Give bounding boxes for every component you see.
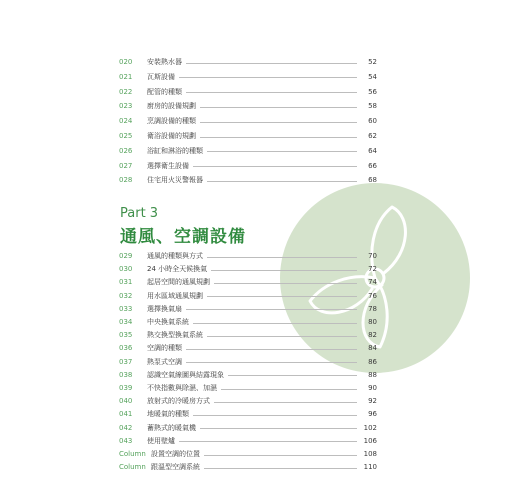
toc-entry[interactable] [119, 174, 377, 186]
toc-leader-line [207, 296, 357, 297]
toc-entry-page: 64 [368, 146, 377, 155]
toc-entry-page: 86 [368, 357, 377, 366]
toc-leader-line [211, 270, 357, 271]
toc-entry-page: 72 [368, 265, 377, 274]
toc-entry-page: 62 [368, 132, 377, 140]
toc-entry-page: 92 [368, 397, 377, 406]
toc-entry-page: 108 [363, 450, 377, 458]
toc-entry-number: 021 [119, 72, 133, 81]
toc-entry[interactable] [119, 356, 377, 368]
toc-entry-title: 使用壁爐 [147, 436, 175, 445]
toc-entry-title: 地暖氣的種類 [147, 410, 189, 419]
toc-entry-number: 029 [119, 252, 133, 260]
toc-entry-page: 76 [368, 291, 377, 300]
toc-entry-number: 024 [119, 117, 133, 126]
toc-entry-title: 配管的種類 [147, 87, 182, 96]
toc-entry[interactable] [119, 160, 377, 172]
toc-entry-page: 78 [368, 304, 377, 313]
toc-entry[interactable] [119, 100, 377, 112]
toc-leader-line [200, 107, 357, 108]
toc-entry-page: 80 [368, 318, 377, 326]
toc-entry-page: 88 [368, 370, 377, 379]
toc-entry-title: 廚房的設備規劃 [147, 102, 196, 111]
toc-entry-number: 037 [119, 357, 133, 366]
toc-entry-number: 026 [119, 146, 133, 155]
toc-entry-title: 認識空氣線圖與結露現象 [147, 370, 224, 379]
toc-entry[interactable] [119, 395, 377, 407]
toc-leader-line [179, 441, 357, 442]
toc-entry[interactable] [119, 276, 377, 288]
toc-entry-page: 70 [368, 252, 377, 260]
toc-entry-page: 58 [368, 102, 377, 111]
toc-entry-number: 027 [119, 161, 133, 170]
toc-entry-title: 浴缸和淋浴的種類 [147, 146, 203, 155]
toc-leader-line [200, 428, 357, 429]
toc-entry[interactable] [119, 130, 377, 142]
toc-entry-page: 74 [368, 278, 377, 287]
toc-leader-line [214, 283, 357, 284]
toc-entry-page: 90 [368, 384, 377, 392]
toc-leader-line [193, 415, 357, 416]
toc-entry-title: 選擇衛生設備 [147, 161, 189, 170]
toc-entry-number: 043 [119, 436, 133, 445]
toc-entry[interactable] [119, 115, 377, 127]
toc-entry-number: 033 [119, 304, 133, 313]
toc-entry-title: 熱泵式空調 [147, 357, 182, 366]
part-title: 通風、空調設備 [120, 227, 246, 247]
toc-leader-line [204, 468, 357, 469]
toc-entry-title: 選擇換氣扇 [147, 304, 182, 313]
toc-entry-number: 040 [119, 397, 133, 406]
toc-leader-line [214, 402, 357, 403]
toc-entry-page: 82 [368, 331, 377, 340]
toc-entry-number: 028 [119, 176, 133, 185]
toc-entry[interactable] [119, 71, 377, 83]
toc-entry-title: 安裝熱水器 [147, 58, 182, 66]
toc-entry-title: 設置空調的位置 [151, 450, 200, 458]
toc-entry-title: 烹調設備的種類 [147, 117, 196, 126]
toc-entry-number: 020 [119, 58, 133, 66]
toc-leader-line [207, 257, 357, 258]
toc-leader-line [179, 77, 357, 78]
toc-entry-number: 030 [119, 265, 133, 274]
toc-entry-title: 住宅用火災警報器 [147, 176, 203, 185]
toc-entry-number: 032 [119, 291, 133, 300]
toc-leader-line [204, 455, 357, 456]
toc-entry-number: 022 [119, 87, 133, 96]
toc-entry-title: 24 小時全天候換氣 [147, 265, 208, 274]
toc-entry-title: 通風的種類與方式 [147, 252, 203, 260]
toc-entry[interactable] [119, 408, 377, 420]
toc-entry-title: 中央換氣系統 [147, 318, 189, 326]
part-label: Part 3 [120, 206, 159, 221]
toc-entry-number: 042 [119, 423, 133, 432]
toc-entry[interactable] [119, 316, 377, 328]
toc-leader-line [221, 389, 357, 390]
toc-entry[interactable] [119, 86, 377, 98]
toc-leader-line [186, 349, 357, 350]
toc-entry-page: 52 [368, 58, 377, 66]
toc-entry-number: 023 [119, 102, 133, 111]
toc-entry-page: 106 [363, 436, 377, 445]
toc-leader-line [200, 122, 357, 123]
toc-entry[interactable] [119, 342, 377, 354]
toc-leader-line [186, 92, 357, 93]
toc-leader-line [200, 137, 357, 138]
toc-entry-page: 56 [368, 87, 377, 96]
toc-entry[interactable] [119, 448, 377, 460]
toc-entry-title: 用水區域通風規劃 [147, 291, 203, 300]
toc-entry-page: 110 [363, 463, 377, 472]
toc-entry-number: 034 [119, 318, 133, 326]
toc-entry[interactable] [119, 422, 377, 434]
toc-entry[interactable] [119, 250, 377, 262]
toc-entry-title: 跟溫型空調系統 [151, 463, 200, 472]
toc-entry[interactable] [119, 290, 377, 302]
toc-entry-page: 84 [368, 344, 377, 353]
toc-leader-line [186, 309, 357, 310]
toc-entry-title: 熱交換型換氣系統 [147, 331, 203, 340]
toc-entry[interactable] [119, 435, 377, 447]
toc-entry[interactable] [119, 461, 377, 473]
toc-entry-page: 102 [363, 423, 377, 432]
toc-leader-line [207, 151, 357, 152]
toc-entry-page: 54 [368, 72, 377, 81]
toc-entry-number: Column [119, 463, 146, 472]
toc-entry[interactable] [119, 145, 377, 157]
toc-entry-page: 68 [368, 176, 377, 185]
toc-entry-title: 衛浴設備的規劃 [147, 132, 196, 140]
toc-entry-title: 瓦斯設備 [147, 72, 175, 81]
toc-leader-line [186, 362, 357, 363]
toc-entry[interactable] [119, 369, 377, 381]
toc-entry[interactable] [119, 382, 377, 394]
toc-entry-number: 036 [119, 344, 133, 353]
toc-leader-line [186, 63, 357, 64]
toc-leader-line [193, 166, 357, 167]
toc-leader-line [207, 336, 357, 337]
toc-leader-line [228, 375, 357, 376]
toc-entry-title: 不快指數與除濕、加濕 [147, 384, 217, 392]
toc-entry-title: 放射式的冷暖房方式 [147, 397, 210, 406]
toc-entry-page: 66 [368, 161, 377, 170]
toc-entry-page: 60 [368, 117, 377, 126]
toc-entry-page: 96 [368, 410, 377, 419]
toc-leader-line [207, 181, 357, 182]
toc-entry-number: 035 [119, 331, 133, 340]
toc-entry[interactable] [119, 263, 377, 275]
toc-entry-number: Column [119, 450, 146, 458]
toc-entry-title: 起居空間的通風規劃 [147, 278, 210, 287]
toc-entry[interactable] [119, 303, 377, 315]
toc-entry[interactable] [119, 329, 377, 341]
toc-entry-title: 蓄熱式的暖氣機 [147, 423, 196, 432]
toc-entry-number: 025 [119, 132, 133, 140]
toc-entry[interactable] [119, 56, 377, 68]
toc-entry-title: 空調的種類 [147, 344, 182, 353]
toc-entry-number: 031 [119, 278, 133, 287]
toc-entry-number: 041 [119, 410, 133, 419]
toc-leader-line [193, 323, 357, 324]
toc-entry-number: 038 [119, 370, 133, 379]
toc-entry-number: 039 [119, 384, 133, 392]
